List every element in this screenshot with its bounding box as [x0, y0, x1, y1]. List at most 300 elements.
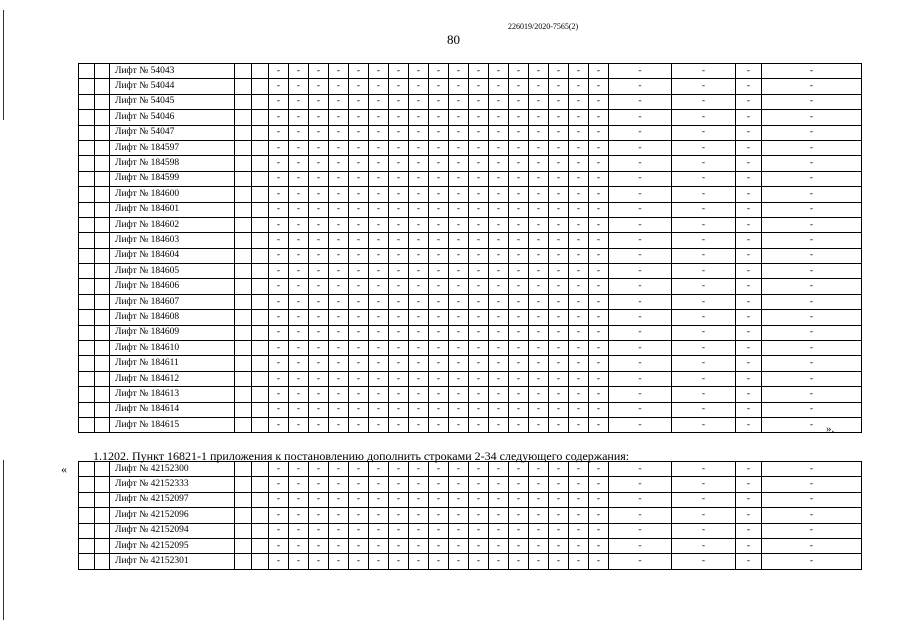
dash-cell: -	[509, 554, 529, 569]
dash-cell: -	[509, 492, 529, 507]
empty-cell	[95, 64, 110, 79]
dash-cell: -	[469, 94, 489, 109]
dash-cell: -	[762, 125, 862, 140]
dash-cell: -	[529, 217, 549, 232]
dash-cell: -	[762, 462, 862, 477]
dash-cell: -	[589, 156, 609, 171]
dash-cell: -	[449, 523, 469, 538]
elevator-name-cell: Лифт № 184602	[110, 217, 235, 232]
dash-cell: -	[309, 264, 329, 279]
dash-cell: -	[549, 310, 569, 325]
dash-cell: -	[369, 325, 389, 340]
empty-cell	[252, 110, 269, 125]
dash-cell: -	[409, 94, 429, 109]
dash-cell: -	[329, 156, 349, 171]
dash-cell: -	[329, 402, 349, 417]
dash-cell: -	[549, 79, 569, 94]
dash-cell: -	[289, 523, 309, 538]
dash-cell: -	[529, 417, 549, 432]
dash-cell: -	[449, 538, 469, 553]
dash-cell: -	[369, 554, 389, 569]
dash-cell: -	[736, 523, 762, 538]
dash-cell: -	[469, 523, 489, 538]
dash-cell: -	[529, 492, 549, 507]
dash-cell: -	[569, 310, 589, 325]
dash-cell: -	[569, 417, 589, 432]
dash-cell: -	[389, 94, 409, 109]
dash-cell: -	[736, 110, 762, 125]
dash-cell: -	[329, 492, 349, 507]
dash-cell: -	[736, 356, 762, 371]
dash-cell: -	[609, 402, 672, 417]
dash-cell: -	[529, 310, 549, 325]
dash-cell: -	[589, 140, 609, 155]
empty-cell	[235, 64, 252, 79]
dash-cell: -	[369, 187, 389, 202]
dash-cell: -	[762, 156, 862, 171]
dash-cell: -	[672, 125, 736, 140]
page-number: 80	[447, 32, 460, 47]
dash-cell: -	[269, 264, 289, 279]
dash-cell: -	[589, 217, 609, 232]
dash-cell: -	[409, 64, 429, 79]
dash-cell: -	[609, 508, 672, 523]
dash-cell: -	[309, 110, 329, 125]
empty-cell	[235, 217, 252, 232]
empty-cell	[79, 187, 95, 202]
dash-cell: -	[409, 187, 429, 202]
dash-cell: -	[309, 79, 329, 94]
dash-cell: -	[509, 325, 529, 340]
dash-cell: -	[736, 233, 762, 248]
dash-cell: -	[672, 387, 736, 402]
dash-cell: -	[469, 554, 489, 569]
dash-cell: -	[736, 417, 762, 432]
empty-cell	[235, 248, 252, 263]
dash-cell: -	[449, 492, 469, 507]
dash-cell: -	[762, 217, 862, 232]
dash-cell: -	[529, 294, 549, 309]
table-row	[79, 371, 862, 386]
elevator-name-cell: Лифт № 42152094	[110, 523, 235, 538]
dash-cell: -	[289, 417, 309, 432]
dash-cell: -	[762, 310, 862, 325]
dash-cell: -	[549, 538, 569, 553]
dash-cell: -	[269, 387, 289, 402]
dash-cell: -	[549, 492, 569, 507]
dash-cell: -	[429, 387, 449, 402]
dash-cell: -	[469, 538, 489, 553]
empty-cell	[95, 187, 110, 202]
dash-cell: -	[449, 310, 469, 325]
dash-cell: -	[509, 264, 529, 279]
dash-cell: -	[529, 477, 549, 492]
dash-cell: -	[389, 402, 409, 417]
dash-cell: -	[736, 79, 762, 94]
dash-cell: -	[549, 264, 569, 279]
dash-cell: -	[569, 538, 589, 553]
dash-cell: -	[329, 341, 349, 356]
empty-cell	[252, 554, 269, 569]
dash-cell: -	[509, 279, 529, 294]
dash-cell: -	[309, 217, 329, 232]
dash-cell: -	[469, 202, 489, 217]
dash-cell: -	[736, 477, 762, 492]
dash-cell: -	[549, 125, 569, 140]
dash-cell: -	[269, 294, 289, 309]
dash-cell: -	[569, 402, 589, 417]
dash-cell: -	[589, 356, 609, 371]
table-row	[79, 140, 862, 155]
dash-cell: -	[269, 187, 289, 202]
elevator-name-cell: Лифт № 184609	[110, 325, 235, 340]
dash-cell: -	[589, 248, 609, 263]
empty-cell	[95, 310, 110, 325]
dash-cell: -	[449, 417, 469, 432]
dash-cell: -	[369, 156, 389, 171]
dash-cell: -	[469, 233, 489, 248]
dash-cell: -	[609, 341, 672, 356]
dash-cell: -	[329, 217, 349, 232]
dash-cell: -	[369, 371, 389, 386]
dash-cell: -	[449, 202, 469, 217]
dash-cell: -	[389, 325, 409, 340]
dash-cell: -	[309, 508, 329, 523]
dash-cell: -	[569, 554, 589, 569]
dash-cell: -	[329, 523, 349, 538]
dash-cell: -	[449, 341, 469, 356]
dash-cell: -	[589, 202, 609, 217]
dash-cell: -	[762, 417, 862, 432]
dash-cell: -	[569, 248, 589, 263]
dash-cell: -	[349, 341, 369, 356]
dash-cell: -	[329, 554, 349, 569]
dash-cell: -	[469, 356, 489, 371]
empty-cell	[235, 294, 252, 309]
dash-cell: -	[549, 171, 569, 186]
dash-cell: -	[762, 140, 862, 155]
dash-cell: -	[569, 279, 589, 294]
dash-cell: -	[609, 462, 672, 477]
empty-cell	[235, 233, 252, 248]
dash-cell: -	[429, 356, 449, 371]
dash-cell: -	[309, 294, 329, 309]
empty-cell	[95, 325, 110, 340]
dash-cell: -	[569, 233, 589, 248]
dash-cell: -	[589, 294, 609, 309]
dash-cell: -	[489, 523, 509, 538]
dash-cell: -	[449, 94, 469, 109]
dash-cell: -	[329, 140, 349, 155]
elevator-name-cell: Лифт № 54043	[110, 64, 235, 79]
dash-cell: -	[289, 508, 309, 523]
empty-cell	[95, 508, 110, 523]
dash-cell: -	[529, 202, 549, 217]
dash-cell: -	[289, 356, 309, 371]
dash-cell: -	[409, 402, 429, 417]
dash-cell: -	[429, 125, 449, 140]
dash-cell: -	[549, 523, 569, 538]
dash-cell: -	[672, 279, 736, 294]
dash-cell: -	[369, 202, 389, 217]
empty-cell	[252, 325, 269, 340]
dash-cell: -	[529, 233, 549, 248]
empty-cell	[95, 477, 110, 492]
empty-cell	[235, 523, 252, 538]
dash-cell: -	[469, 217, 489, 232]
dash-cell: -	[349, 110, 369, 125]
dash-cell: -	[736, 325, 762, 340]
empty-cell	[235, 110, 252, 125]
dash-cell: -	[449, 233, 469, 248]
dash-cell: -	[429, 79, 449, 94]
dash-cell: -	[509, 110, 529, 125]
dash-cell: -	[672, 187, 736, 202]
dash-cell: -	[309, 341, 329, 356]
dash-cell: -	[489, 94, 509, 109]
dash-cell: -	[609, 156, 672, 171]
dash-cell: -	[409, 387, 429, 402]
table-row	[79, 341, 862, 356]
empty-cell	[235, 125, 252, 140]
dash-cell: -	[429, 217, 449, 232]
empty-cell	[252, 294, 269, 309]
dash-cell: -	[369, 217, 389, 232]
dash-cell: -	[269, 125, 289, 140]
dash-cell: -	[369, 508, 389, 523]
dash-cell: -	[449, 325, 469, 340]
dash-cell: -	[269, 523, 289, 538]
dash-cell: -	[609, 356, 672, 371]
dash-cell: -	[489, 538, 509, 553]
dash-cell: -	[389, 310, 409, 325]
dash-cell: -	[349, 264, 369, 279]
dash-cell: -	[289, 477, 309, 492]
dash-cell: -	[309, 387, 329, 402]
empty-cell	[95, 140, 110, 155]
dash-cell: -	[469, 264, 489, 279]
dash-cell: -	[449, 279, 469, 294]
elevator-name-cell: Лифт № 184603	[110, 233, 235, 248]
table-row	[79, 171, 862, 186]
empty-cell	[235, 341, 252, 356]
empty-cell	[95, 110, 110, 125]
dash-cell: -	[672, 523, 736, 538]
empty-cell	[252, 310, 269, 325]
dash-cell: -	[329, 79, 349, 94]
dash-cell: -	[736, 171, 762, 186]
dash-cell: -	[736, 341, 762, 356]
dash-cell: -	[672, 156, 736, 171]
dash-cell: -	[389, 125, 409, 140]
dash-cell: -	[569, 64, 589, 79]
dash-cell: -	[469, 279, 489, 294]
dash-cell: -	[409, 171, 429, 186]
empty-cell	[235, 156, 252, 171]
empty-cell	[252, 417, 269, 432]
dash-cell: -	[549, 248, 569, 263]
dash-cell: -	[389, 341, 409, 356]
dash-cell: -	[449, 156, 469, 171]
dash-cell: -	[672, 79, 736, 94]
dash-cell: -	[549, 371, 569, 386]
dash-cell: -	[549, 187, 569, 202]
dash-cell: -	[672, 64, 736, 79]
dash-cell: -	[672, 248, 736, 263]
dash-cell: -	[609, 310, 672, 325]
dash-cell: -	[429, 202, 449, 217]
dash-cell: -	[409, 217, 429, 232]
dash-cell: -	[289, 402, 309, 417]
dash-cell: -	[549, 294, 569, 309]
dash-cell: -	[369, 64, 389, 79]
dash-cell: -	[509, 217, 529, 232]
dash-cell: -	[672, 325, 736, 340]
dash-cell: -	[269, 538, 289, 553]
dash-cell: -	[736, 140, 762, 155]
dash-cell: -	[349, 477, 369, 492]
dash-cell: -	[736, 310, 762, 325]
dash-cell: -	[509, 387, 529, 402]
dash-cell: -	[369, 523, 389, 538]
dash-cell: -	[269, 402, 289, 417]
dash-cell: -	[762, 264, 862, 279]
dash-cell: -	[609, 110, 672, 125]
dash-cell: -	[429, 325, 449, 340]
dash-cell: -	[509, 94, 529, 109]
dash-cell: -	[269, 217, 289, 232]
elevator-table-1	[78, 63, 862, 433]
dash-cell: -	[569, 462, 589, 477]
dash-cell: -	[309, 356, 329, 371]
dash-cell: -	[369, 417, 389, 432]
empty-cell	[252, 233, 269, 248]
dash-cell: -	[469, 462, 489, 477]
dash-cell: -	[309, 402, 329, 417]
dash-cell: -	[409, 477, 429, 492]
dash-cell: -	[349, 294, 369, 309]
dash-cell: -	[509, 462, 529, 477]
dash-cell: -	[672, 217, 736, 232]
dash-cell: -	[349, 371, 369, 386]
dash-cell: -	[329, 248, 349, 263]
dash-cell: -	[309, 279, 329, 294]
empty-cell	[252, 64, 269, 79]
dash-cell: -	[309, 310, 329, 325]
dash-cell: -	[609, 64, 672, 79]
dash-cell: -	[369, 387, 389, 402]
dash-cell: -	[409, 538, 429, 553]
dash-cell: -	[289, 538, 309, 553]
empty-cell	[252, 508, 269, 523]
dash-cell: -	[469, 492, 489, 507]
dash-cell: -	[569, 523, 589, 538]
dash-cell: -	[509, 508, 529, 523]
empty-cell	[252, 248, 269, 263]
dash-cell: -	[736, 64, 762, 79]
elevator-name-cell: Лифт № 184612	[110, 371, 235, 386]
dash-cell: -	[762, 233, 862, 248]
dash-cell: -	[736, 264, 762, 279]
dash-cell: -	[569, 387, 589, 402]
empty-cell	[235, 140, 252, 155]
empty-cell	[235, 417, 252, 432]
dash-cell: -	[569, 356, 589, 371]
dash-cell: -	[289, 110, 309, 125]
dash-cell: -	[269, 156, 289, 171]
dash-cell: -	[349, 217, 369, 232]
dash-cell: -	[672, 294, 736, 309]
dash-cell: -	[549, 341, 569, 356]
dash-cell: -	[509, 64, 529, 79]
empty-cell	[252, 492, 269, 507]
dash-cell: -	[762, 248, 862, 263]
empty-cell	[95, 538, 110, 553]
dash-cell: -	[549, 94, 569, 109]
dash-cell: -	[469, 79, 489, 94]
dash-cell: -	[549, 462, 569, 477]
dash-cell: -	[409, 233, 429, 248]
dash-cell: -	[762, 79, 862, 94]
elevator-name-cell: Лифт № 184600	[110, 187, 235, 202]
dash-cell: -	[449, 462, 469, 477]
dash-cell: -	[389, 538, 409, 553]
dash-cell: -	[369, 94, 389, 109]
table-row	[79, 508, 862, 523]
dash-cell: -	[569, 202, 589, 217]
dash-cell: -	[389, 171, 409, 186]
dash-cell: -	[429, 294, 449, 309]
table-row	[79, 248, 862, 263]
dash-cell: -	[429, 233, 449, 248]
dash-cell: -	[369, 171, 389, 186]
dash-cell: -	[429, 187, 449, 202]
table-row	[79, 125, 862, 140]
dash-cell: -	[349, 492, 369, 507]
dash-cell: -	[429, 371, 449, 386]
dash-cell: -	[672, 538, 736, 553]
dash-cell: -	[389, 140, 409, 155]
dash-cell: -	[469, 508, 489, 523]
dash-cell: -	[469, 64, 489, 79]
dash-cell: -	[609, 417, 672, 432]
dash-cell: -	[549, 233, 569, 248]
dash-cell: -	[409, 356, 429, 371]
dash-cell: -	[269, 371, 289, 386]
dash-cell: -	[309, 462, 329, 477]
dash-cell: -	[489, 554, 509, 569]
dash-cell: -	[429, 538, 449, 553]
elevator-name-cell: Лифт № 184604	[110, 248, 235, 263]
empty-cell	[235, 171, 252, 186]
dash-cell: -	[469, 248, 489, 263]
empty-cell	[79, 325, 95, 340]
left-binding-mark	[3, 10, 4, 120]
dash-cell: -	[762, 110, 862, 125]
dash-cell: -	[389, 371, 409, 386]
empty-cell	[79, 310, 95, 325]
dash-cell: -	[449, 371, 469, 386]
dash-cell: -	[389, 477, 409, 492]
empty-cell	[252, 156, 269, 171]
dash-cell: -	[569, 79, 589, 94]
dash-cell: -	[389, 187, 409, 202]
dash-cell: -	[409, 248, 429, 263]
dash-cell: -	[589, 462, 609, 477]
table-row	[79, 402, 862, 417]
dash-cell: -	[489, 477, 509, 492]
empty-cell	[235, 94, 252, 109]
